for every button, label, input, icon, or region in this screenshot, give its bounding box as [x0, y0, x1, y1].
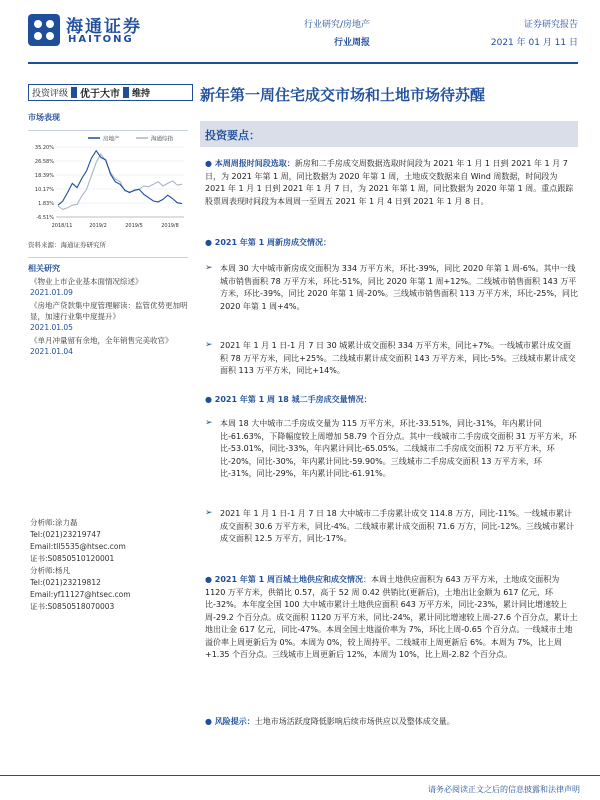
related-item[interactable] [30, 276, 188, 298]
risk-text: 土地市场活跃度降低影响后续市场供应以及整体成交量。 [254, 717, 455, 726]
legend-label: 海通综指 [151, 136, 174, 143]
paragraph-period [205, 158, 578, 208]
market-chart [28, 130, 188, 235]
y-tick-label: 26.58% [34, 159, 54, 165]
land-text: ：本周土地供应面积为 643 万平方米，土地成交面积为 1120 万平方米，供销比 0.57，高于 52 周 0.42 供销比(更新后)，土地出让金额为 617 亿元，环比-32%。本年度全国 100 大中城市累计土地供应面积 643 万平方米，同比-23%，累计同比增速较上周-29.2 个百分点。成交面积 1120 万平方米，同比-24%，累计同比增速较上周-27.6 个百分点，累计土地出让金 617 亿元，同比-47%。本周全国土地溢价率为 7%，环比上周-0.65 个百分点。一线城市土地溢价率上周更新后为 0%。本周为 0%，较上周持平。二线城市上周更新后 6%。本周为 7%，比上周+1.35 个百分点。三线城市上周更新后 12%，本周为 10%，比上周-2.82 个百分点。 [205, 575, 578, 659]
second-hand-ytd: 2021 年 1 月 1 日-1 月 7 日 18 大中城市二手房累计成交 114.8 万方，同比-11%。一线城市累计成交面积 30.6 万平方米，同比-4%。二线城市累计成交面积 71.6 万方，同比-12%。三线城市累计成交面积 12.5 万平方，同比-17%。 [220, 509, 575, 543]
section-heading-text: 2021 年第 1 周 18 城二手房成交量情况： [214, 395, 372, 404]
bullet-icon: ● [205, 395, 215, 404]
footer-disclaimer: 请务必阅读正文之后的信息披露和法律声明 [428, 785, 580, 794]
related-item-date: 2021.01.09 [30, 288, 73, 297]
header-divider [28, 62, 578, 64]
x-tick-label: 2018/11 [51, 223, 73, 229]
section-heading-text: 2021 年第 1 周新房成交情况： [214, 238, 331, 247]
legend-label: 房地产 [103, 136, 120, 143]
series-line [58, 154, 182, 209]
related-item-title: 《房地产贷款集中度管理解读：监管优势更加明显，加速行业集中度提升》 [30, 301, 188, 321]
series-line [58, 151, 182, 206]
y-tick-label: -6.51% [36, 215, 54, 221]
analyst-email[interactable]: Email:tll5535@htsec.com [30, 542, 126, 551]
y-tick-label: 35.20% [34, 145, 54, 151]
report-category: 行业研究/房地产 [303, 20, 370, 30]
section-second-hand-heading [205, 394, 578, 407]
related-item[interactable] [30, 300, 188, 333]
rating-change: 维持 [132, 89, 151, 99]
company-logo [28, 12, 178, 48]
related-item-title: 《物业上市企业基本面情况综述》 [30, 277, 143, 286]
page-title: 新年第一周住宅成交市场和土地市场待苏醒 [200, 86, 486, 104]
chart-source: 资料来源：海通证券研究所 [28, 241, 106, 249]
investment-rating [28, 84, 193, 101]
analyst-name: 分析师:杨凡 [30, 566, 71, 575]
bullet-icon: ● [205, 717, 215, 726]
analyst-cert: 证书:S0850510120001 [30, 554, 115, 563]
analyst-cert: 证书:S0850518070003 [30, 602, 115, 611]
related-item-date: 2021.01.04 [30, 347, 73, 356]
new-homes-weekly: 本周 30 大中城市新房成交面积为 334 万平方米，环比-39%，同比 2020 年第 1 周-6%。其中一线城市销售面积 78 万平方米，环比-51%，同比 2020 年第 1 周+12%。二线城市销售面积 143 万平方米，环比-39%，同比 2020 年第 1 周-20%。三线城市销售面积 113 万平方米，环比-25%，同比 2020 年第 1 周+4%。 [220, 264, 578, 311]
analyst-info [30, 517, 188, 613]
y-tick-label: 1.83% [38, 201, 54, 207]
key-points-title: 投资要点： [205, 129, 260, 142]
arrow-bullet-icon: ➢ [205, 263, 213, 273]
footer-divider [0, 775, 600, 776]
bullet-icon: ● [205, 575, 215, 584]
period-text: 新房和二手房成交周数据选取时间段为 2021 年 1 月 1 日到 2021 年 1 月 7 日，为 2021 年第 1 周，同比数据为 2020 年第 1 周，土地成交数据来自 Wind 周数据，时间段为 2021 年 1 月 1 日到 2021 年 1 月 7 日，为 2021 年第 1 周，同比数据为 2020 年第 1 周。重点跟踪股票周表现时间段为本周周一至周五 2021 年 1 月 4 日到 2021 年 1 月 8 日。 [205, 159, 574, 206]
y-tick-label: 18.39% [34, 173, 54, 179]
logo-mark-icon [28, 14, 60, 46]
y-tick-label: 10.17% [34, 187, 54, 193]
arrow-bullet-icon: ➢ [205, 418, 213, 428]
report-date: 2021 年 01 月 11 日 [490, 38, 578, 48]
paragraph-risk [205, 716, 578, 729]
risk-lead: 风险提示： [214, 717, 255, 726]
bullet-icon: ● [205, 238, 215, 247]
paragraph-land [205, 574, 578, 662]
header-category-block [250, 16, 370, 52]
x-tick-label: 2019/5 [125, 223, 143, 229]
report-label: 证券研究报告 [523, 20, 578, 30]
arrow-bullet-icon: ➢ [205, 340, 213, 350]
arrow-bullet-icon: ➢ [205, 508, 213, 518]
sidebar-divider [28, 257, 188, 258]
rating-value: 优于大市 [80, 89, 121, 100]
bullet-icon: ● [205, 159, 215, 168]
analyst-tel: Tel:(021)23219812 [30, 578, 101, 587]
analyst-email[interactable]: Email:yf11127@htsec.com [30, 590, 131, 599]
logo-en-text: HAITONG [68, 34, 134, 45]
related-item[interactable] [30, 335, 188, 357]
related-research-heading: 相关研究 [28, 264, 60, 273]
logo-cn-text: 海通证券 [66, 17, 142, 37]
related-item-date: 2021.01.05 [30, 323, 73, 332]
related-item-title: 《单月冲量留有余地，全年销售完美收官》 [30, 336, 173, 345]
new-homes-ytd: 2021 年 1 月 1 日-1 月 7 日 30 城累计成交面积 334 万平方米，同比+7%。一线城市累计成交面积 78 万平方米，同比+25%。二线城市累计成交面积 143 万平方米，同比-5%。三线城市累计成交面积 113 万平方米，同比+14%。 [220, 341, 576, 375]
header-right-block [470, 16, 578, 52]
second-hand-weekly: 本周 18 大中城市二手房成交量为 115 万平方米，环比-33.51%，同比-31%，年内累计同比-61.63%，下降幅度较上周增加 58.79 个百分点。其中一线城市二手房成交面积 31 万平方米，环比-53.01%，同比-33%，年内累计同比-65.05%。二线城市二手房成交面积 72 万平方米，环比-20%，同比-30%，年内累计同比-59.90%。三线城市二手房成交面积 13 万平方米，环比-31%，同比-29%，年内累计同比-61.91%。 [220, 419, 577, 478]
x-tick-label: 2019/2 [89, 223, 107, 229]
period-lead: 本周周报时间段选取： [214, 159, 295, 168]
report-type: 行业周报 [333, 38, 370, 48]
analyst-name: 分析师:涂力磊 [30, 518, 78, 527]
x-tick-label: 2019/8 [161, 223, 179, 229]
analyst-tel: Tel:(021)23219747 [30, 530, 101, 539]
land-lead: 2021 年第 1 周百城土地供应和成交情况 [214, 575, 363, 584]
rating-label: 投资评级 [32, 89, 69, 99]
market-performance-heading: 市场表现 [28, 113, 60, 122]
section-new-homes-heading [205, 237, 578, 250]
related-research-list [30, 276, 188, 359]
